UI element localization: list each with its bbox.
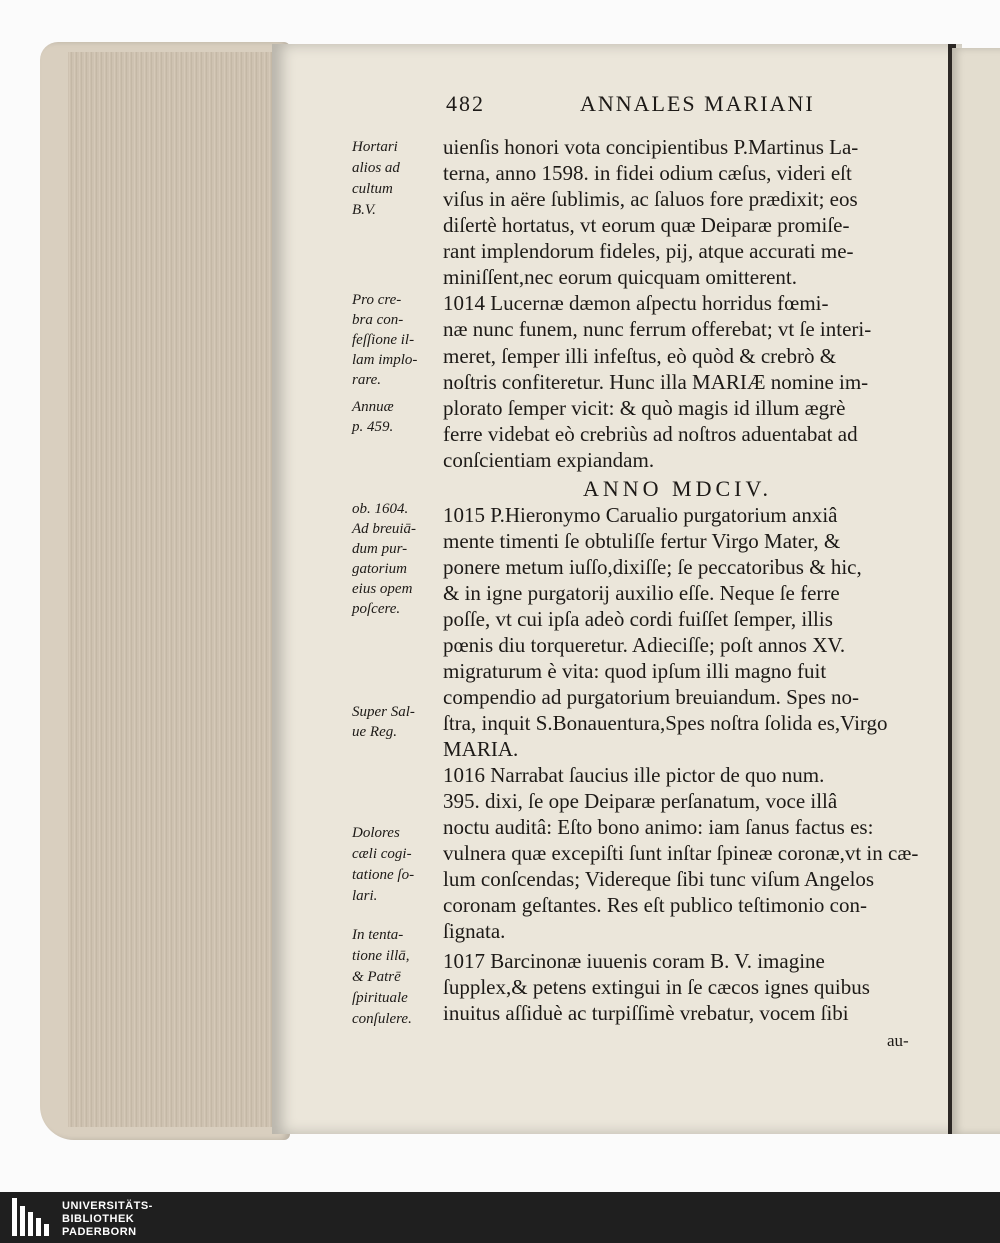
library-name-line: PADERBORN	[62, 1226, 137, 1238]
body-line: 395. dixi, ſe ope Deiparæ perſanatum, voce illâ	[443, 789, 838, 813]
body-line: vulnera quæ excepiſti ſunt inſtar ſpineæ coronæ,vt in cæ-	[443, 841, 919, 865]
margin-note: B.V.	[352, 202, 376, 218]
body-line: noctu auditâ: Eſto bono animo: iam ſanus factus es:	[443, 815, 874, 839]
margin-note: feſſione il-	[352, 332, 415, 348]
margin-note: Super Sal-	[352, 704, 415, 720]
page-number: 482	[446, 91, 485, 116]
margin-note: conſulere.	[352, 1011, 412, 1027]
margin-note: gatorium	[352, 561, 408, 577]
page-edges	[68, 52, 286, 1127]
body-line: miniſſent,nec eorum quicquam omitterent.	[443, 265, 797, 289]
body-line: ferre videbat eò crebriùs ad noſtros aduentabat ad	[443, 422, 858, 446]
margin-note: lam implo-	[352, 352, 418, 368]
body-line: poſſe, vt cui ipſa adeò cordi fuiſſet ſemper, illis	[443, 607, 833, 631]
library-name-line: UNIVERSITÄTS-	[62, 1200, 153, 1212]
body-line: meret, ſemper illi infeſtus, eò quòd & crebrò &	[443, 344, 837, 368]
body-line: conſcientiam expiandam.	[443, 448, 655, 472]
margin-note: rare.	[352, 372, 382, 388]
body-line: ſupplex,& petens extingui in ſe cæcos ignes quibus	[443, 975, 870, 999]
margin-note: In tenta-	[352, 927, 404, 943]
margin-note: tatione ſo-	[352, 867, 415, 883]
margin-note: Dolores	[352, 825, 400, 841]
margin-note: bra con-	[352, 312, 404, 328]
body-line: terna, anno 1598. in fidei odium cæſus, videri eſt	[443, 161, 852, 185]
body-line: & in igne purgatorij auxilio eſſe. Neque ſe ferre	[443, 581, 840, 605]
margin-note: lari.	[352, 888, 378, 904]
margin-note: ue Reg.	[352, 724, 397, 740]
body-line: MARIA.	[443, 737, 519, 761]
catchword: au-	[887, 1031, 909, 1050]
body-line: 1015 P.Hieronymo Carualio purgatorium anxiâ	[443, 503, 838, 527]
margin-note: tione illā,	[352, 948, 410, 964]
body-line: diſertè hortatus, vt eorum quæ Deiparæ promiſe-	[443, 213, 850, 237]
body-line: næ nunc funem, nunc ferrum offerebat; vt ſe interi-	[443, 317, 872, 341]
margin-note: poſcere.	[352, 601, 401, 617]
body-line: 1016 Narrabat ſaucius ille pictor de quo num.	[443, 763, 825, 787]
margin-note: eius opem	[352, 581, 413, 597]
margin-note: ob. 1604.	[352, 501, 409, 517]
body-line: noſtris confiteretur. Hunc illa MARIÆ nomine im-	[443, 370, 869, 394]
body-line: coronam geſtantes. Res eſt publico teſtimonio con-	[443, 893, 867, 917]
margin-note: cæli cogi-	[352, 846, 412, 862]
body-line: lum conſcendas; Videreque ſibi tunc viſum Angelos	[443, 867, 875, 891]
margin-note: Ad breuiā-	[352, 521, 417, 537]
body-line: migraturum è vita: quod ipſum illi magno fuit	[443, 659, 827, 683]
body-line: rant implendorum fideles, pij, atque accurati me-	[443, 239, 854, 263]
section-heading: ANNO MDCIV.	[583, 476, 773, 501]
library-name-line: BIBLIOTHEK	[62, 1213, 135, 1225]
margin-note: p. 459.	[352, 419, 394, 435]
margin-note: alios ad	[352, 160, 400, 176]
body-line: pœnis diu torqueretur. Adieciſſe; poſt annos XV.	[443, 633, 846, 657]
margin-note: Annuæ	[352, 399, 394, 415]
body-line: ſignata.	[443, 919, 506, 943]
body-line: ſtra, inquit S.Bonauentura,Spes noſtra ſolida es,Virgo	[443, 711, 888, 735]
margin-note: Pro cre-	[352, 292, 402, 308]
body-line: 1017 Barcinonæ iuuenis coram B. V. imagine	[443, 949, 825, 973]
margin-note: ſpirituale	[352, 990, 408, 1006]
body-line: compendio ad purgatorium breuiandum. Spes no-	[443, 685, 860, 709]
body-line: ponere metum iuſſo,dixiſſe; ſe peccatoribus & hic,	[443, 555, 862, 579]
margin-note: Hortari	[352, 139, 398, 155]
library-logo-icon	[12, 1198, 52, 1236]
body-line: uienſis honori vota concipientibus P.Martinus La-	[443, 135, 859, 159]
margin-note: cultum	[352, 181, 393, 197]
body-line: viſus in aëre ſublimis, ac ſaluos fore prædixit; eos	[443, 187, 858, 211]
margin-note: dum pur-	[352, 541, 408, 557]
margin-note: & Patrē	[352, 969, 401, 985]
body-line: mente timenti ſe obtuliſſe fertur Virgo Mater, &	[443, 529, 841, 553]
body-line: 1014 Lucernæ dæmon aſpectu horridus fœmi-	[443, 291, 829, 315]
right-page-edge	[952, 48, 1000, 1134]
body-line: inuitus aſſiduè ac turpiſſimè vrebatur, vocem ſibi	[443, 1001, 849, 1025]
running-header: ANNALES MARIANI	[580, 91, 815, 116]
body-line: plorato ſemper vicit: & quò magis id illum ægrè	[443, 396, 846, 420]
